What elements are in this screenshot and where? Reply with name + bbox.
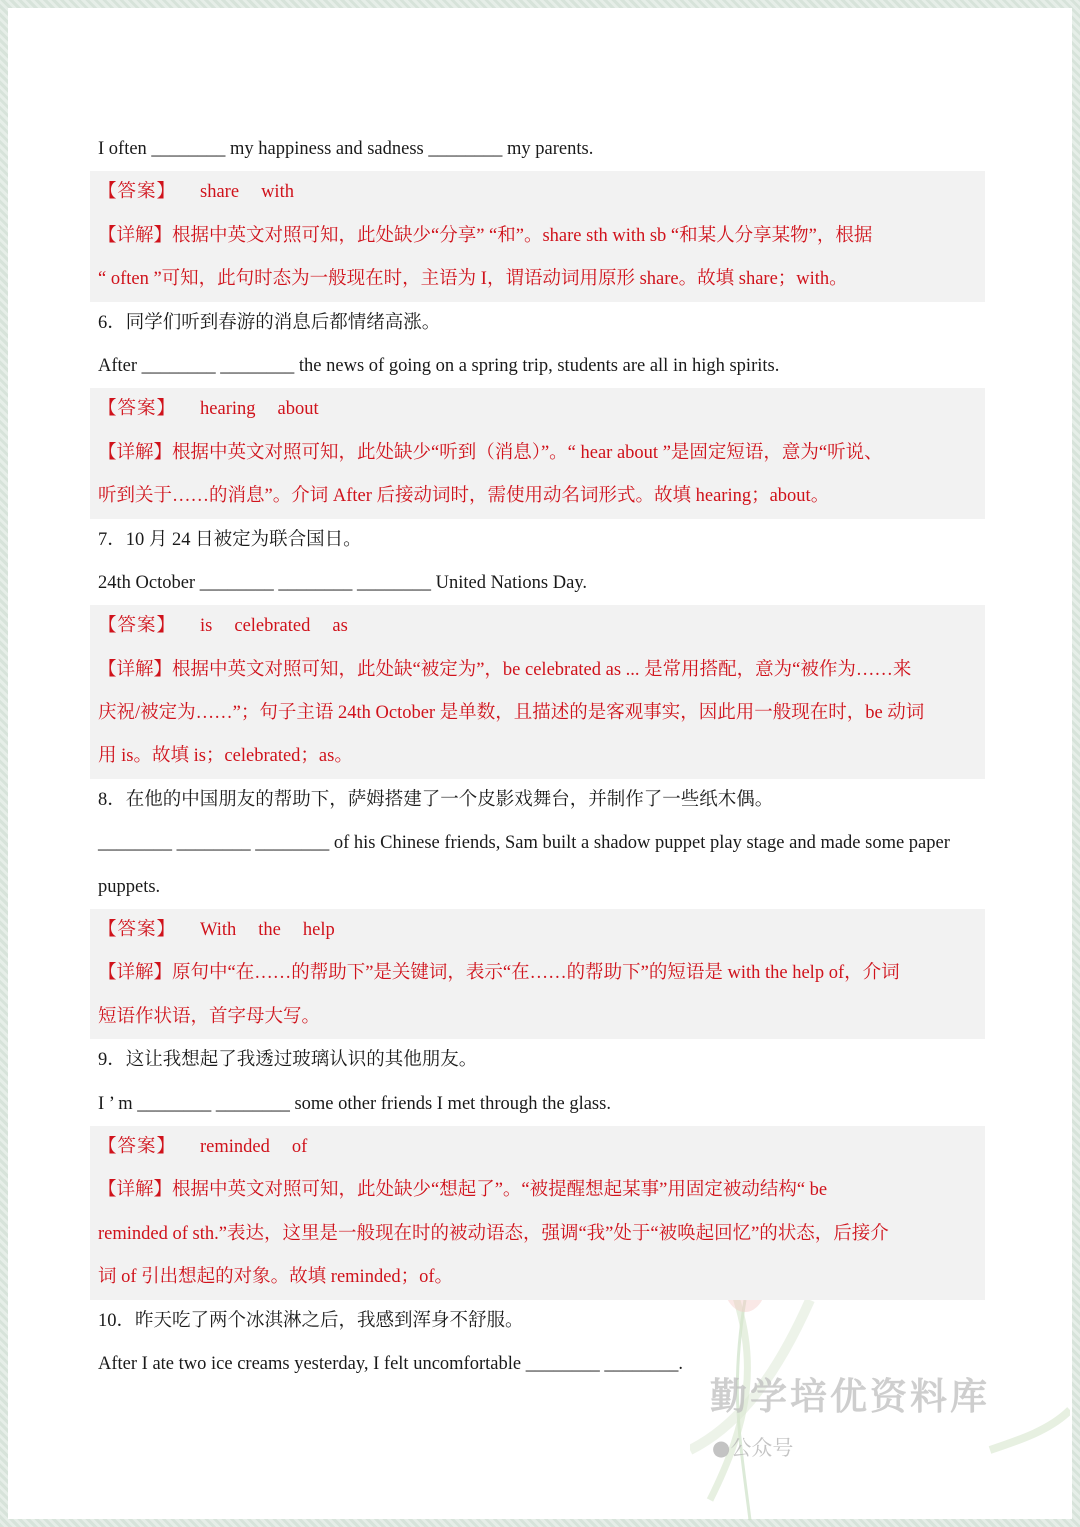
- answer-word: as: [332, 616, 348, 637]
- detail-line: 用 is。故填 is；celebrated；as。: [98, 746, 353, 767]
- question-line: ________ ________ ________ of his Chinese friends, Sam built a shadow puppet play stage and made some paper: [98, 833, 950, 854]
- answer-label: 【答案】: [98, 1136, 177, 1157]
- answer-line: [98, 1126, 985, 1169]
- answer-box: [90, 1126, 985, 1300]
- detail-line: “ often ”可知，此句时态为一般现在时，主语为 I，谓语动词用原形 share。故填 share；with。: [98, 269, 848, 290]
- detail-line: 词 of 引出想起的对象。故填 reminded；of。: [98, 1267, 454, 1288]
- question-title: 10．昨天吃了两个冰淇淋之后，我感到浑身不舒服。: [98, 1310, 524, 1331]
- question-line: puppets.: [98, 876, 161, 897]
- answer-word: the: [258, 920, 281, 941]
- question-title: 8．在他的中国朋友的帮助下，萨姆搭建了一个皮影戏舞台，并制作了一些纸木偶。: [98, 789, 774, 810]
- answer-word: is: [200, 616, 213, 637]
- answer-label: 【答案】: [98, 920, 177, 941]
- answer-word: With: [200, 920, 237, 941]
- detail-line: 【详解】根据中英文对照可知，此处缺少“想起了”。“被提醒想起某事”用固定被动结构“ be: [98, 1180, 828, 1201]
- detail-line: 庆祝/被定为……”；句子主语 24th October 是单数，且描述的是客观事实，因此用一般现在时，be 动词: [98, 703, 925, 724]
- answer-label: 【答案】: [98, 182, 177, 203]
- watermark-subtitle: [712, 1432, 793, 1462]
- detail-line: 短语作状语，首字母大写。: [98, 1006, 321, 1027]
- answer-box: [90, 171, 985, 301]
- answer-box: [90, 605, 985, 779]
- exercise-content: [90, 128, 985, 1386]
- question-title: 9．这让我想起了我透过玻璃认识的其他朋友。: [98, 1050, 478, 1071]
- question-line: 24th October ________ ________ ________ United Nations Day.: [98, 572, 587, 593]
- answer-word: help: [302, 920, 335, 941]
- detail-line: 【详解】根据中英文对照可知，此处缺少“听到（消息）”。“ hear about ”是固定短语，意为“听说、: [98, 442, 883, 463]
- answer-line: [98, 388, 985, 431]
- detail-line: 听到关于……的消息”。介词 After 后接动词时，需使用动名词形式。故填 hearing；about。: [98, 486, 830, 507]
- answer-word: hearing: [200, 399, 256, 420]
- question-title: 7．10 月 24 日被定为联合国日。: [98, 529, 362, 550]
- question-line: I ’ m ________ ________ some other friends I met through the glass.: [98, 1093, 611, 1114]
- detail-line: 【详解】根据中英文对照可知，此处缺“被定为”，be celebrated as ... 是常用搭配，意为“被作为……来: [98, 659, 912, 680]
- answer-word: share: [200, 182, 240, 203]
- wechat-icon: ●: [712, 1436, 731, 1460]
- answer-word: of: [291, 1136, 308, 1157]
- watermark-title: 勤学培优资料库: [710, 1375, 990, 1418]
- question-title: 6．同学们听到春游的消息后都情绪高涨。: [98, 312, 441, 333]
- answer-word: with: [261, 182, 294, 203]
- answer-word: celebrated: [234, 616, 311, 637]
- detail-line: 【详解】根据中英文对照可知，此处缺少“分享” “和”。share sth with sb “和某人分享某物”，根据: [98, 225, 873, 246]
- answer-word: about: [277, 399, 319, 420]
- watermark-subtitle-text: 公众号: [730, 1436, 794, 1460]
- answer-line: [98, 171, 985, 214]
- question-line: After I ate two ice creams yesterday, I felt uncomfortable ________ ________.: [98, 1353, 683, 1374]
- detail-line: reminded of sth.”表达，这里是一般现在时的被动语态，强调“我”处于“被唤起回忆”的状态，后接介: [98, 1223, 889, 1244]
- answer-label: 【答案】: [98, 616, 177, 637]
- answer-word: reminded: [200, 1136, 270, 1157]
- detail-line: 【详解】原句中“在……的帮助下”是关键词，表示“在……的帮助下”的短语是 with the help of，介词: [98, 963, 900, 984]
- question-line: I often ________ my happiness and sadness ________ my parents.: [98, 139, 594, 159]
- answer-label: 【答案】: [98, 399, 177, 420]
- question-line: After ________ ________ the news of going on a spring trip, students are all in high spirits.: [98, 355, 780, 376]
- answer-box: [90, 909, 985, 1039]
- answer-line: [98, 605, 985, 648]
- answer-line: [98, 909, 985, 952]
- answer-box: [90, 388, 985, 518]
